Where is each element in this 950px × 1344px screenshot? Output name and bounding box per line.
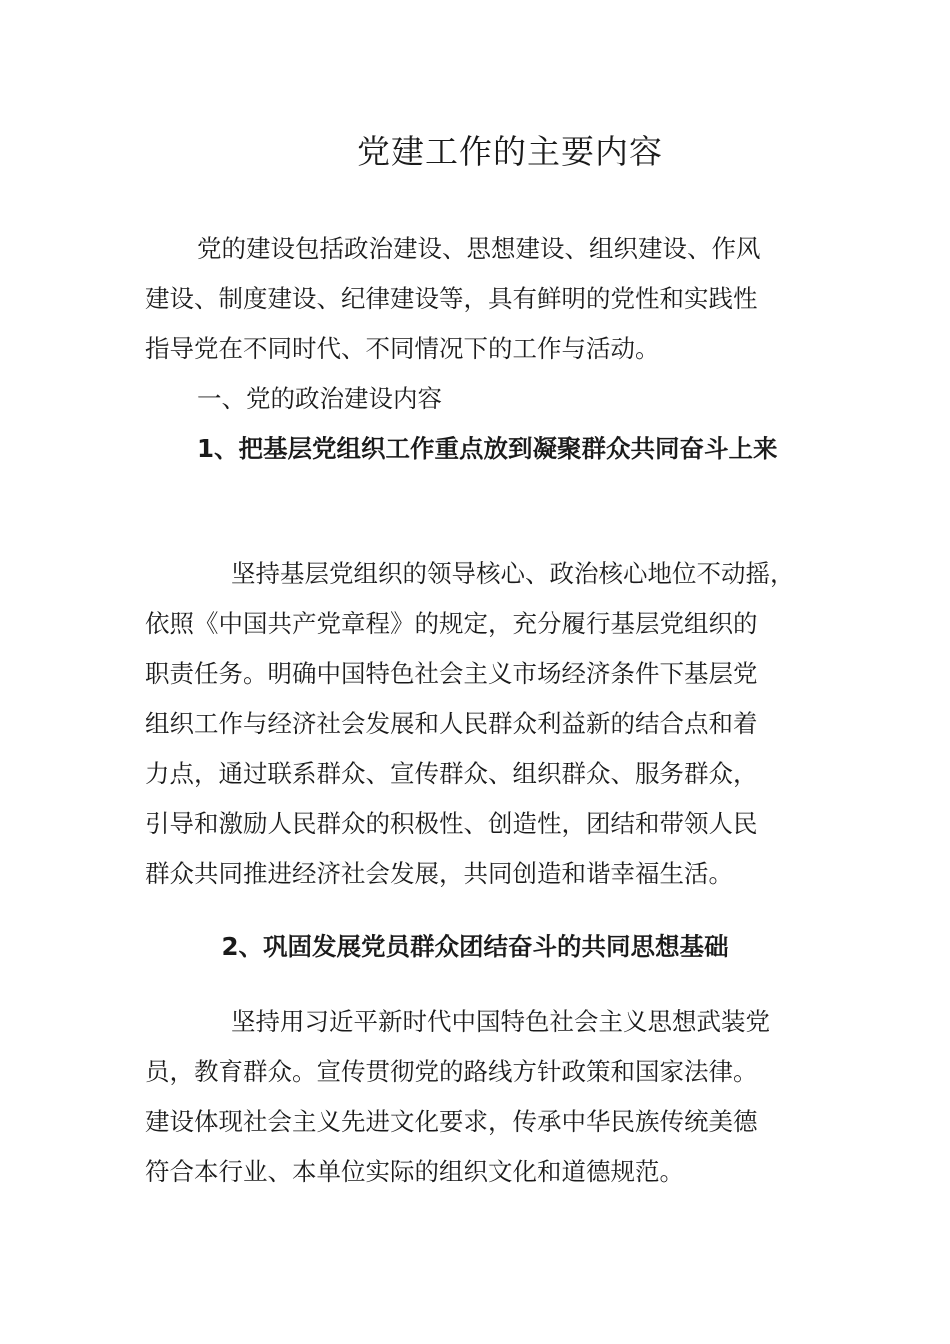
subsection2-heading: 2、巩固发展党员群众团结奋斗的共同思想基础 (221, 932, 729, 961)
para1-line: 职责任务。明确中国特色社会主义市场经济条件下基层党 (145, 659, 758, 688)
paragraph-1 (145, 549, 807, 899)
para1-line: 组织工作与经济社会发展和人民群众利益新的结合点和着 (145, 709, 758, 738)
para1-line: 力点，通过联系群众、宣传群众、组织群众、服务群众， (145, 759, 758, 788)
subsection1-heading: 1、把基层党组织工作重点放到凝聚群众共同奋斗上来 (197, 434, 778, 463)
para1-line: 群众共同推进经济社会发展，共同创造和谐幸福生活。 (145, 859, 733, 888)
intro-line: 党的建设包括政治建设、思想建设、组织建设、作风 (197, 234, 761, 263)
document-title: 党建工作的主要内容 (357, 132, 663, 171)
paragraph-2 (145, 997, 807, 1197)
para2-line: 员，教育群众。宣传贯彻党的路线方针政策和国家法律。 (145, 1057, 758, 1086)
intro-paragraph (145, 224, 807, 474)
para2-line: 坚持用习近平新时代中国特色社会主义思想武装党 (231, 1007, 770, 1036)
intro-line: 指导党在不同时代、不同情况下的工作与活动。 (145, 334, 660, 363)
section1-heading: 一、党的政治建设内容 (197, 384, 442, 413)
para2-line: 建设体现社会主义先进文化要求，传承中华民族传统美德 (145, 1107, 758, 1136)
para2-line: 符合本行业、本单位实际的组织文化和道德规范。 (145, 1157, 684, 1186)
para1-line: 依照《中国共产党章程》的规定，充分履行基层党组织的 (145, 609, 758, 638)
intro-line: 建设、制度建设、纪律建设等，具有鲜明的党性和实践性 (145, 284, 758, 313)
para1-line: 引导和激励人民群众的积极性、创造性，团结和带领人民 (145, 809, 758, 838)
para1-line: 坚持基层党组织的领导核心、政治核心地位不动摇， (231, 559, 795, 588)
